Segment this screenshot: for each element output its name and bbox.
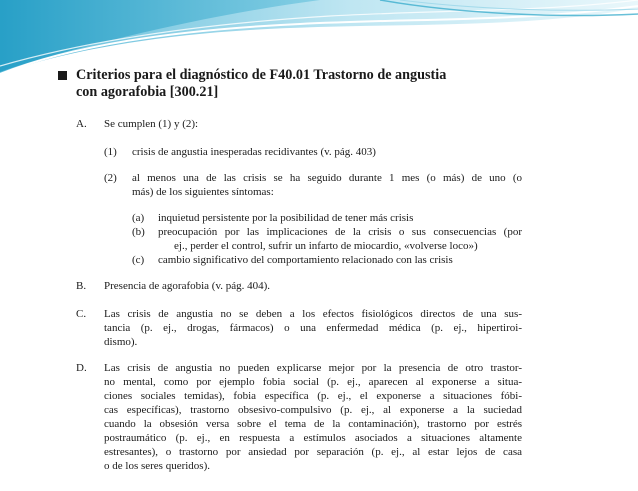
item-2-line-2: más) de los siguientes síntomas: [132,186,274,198]
item-2-line-1: al menos una de las crisis se ha seguido durante 1 mes (o más) de uno (o [132,172,522,184]
sub-item-b-line-2: ej., perder el control, sufrir un infarto de miocardio, «volverse loco») [174,240,478,252]
criterion-d-line-4: cas específicas), trastorno obsesivo-compulsivo (p. ej., al exponerse a la suciedad [104,404,522,416]
item-1-label: (1) [104,146,117,158]
document-page [58,67,536,477]
item-2-label: (2) [104,172,117,184]
sub-item-c-text: cambio significativo del comportamiento relacionado con las crisis [158,254,453,266]
criterion-a-label: A. [76,118,87,130]
square-bullet-icon [58,71,67,80]
item-1-text: crisis de angustia inesperadas recidivantes (v. pág. 403) [132,146,376,158]
criterion-d-line-1: Las crisis de angustia no pueden explicarse mejor por la presencia de otro trastor- [104,362,522,374]
criterion-d-line-7: estresantes), o trastorno por ansiedad por separación (p. ej., al estar lejos de casa [104,446,522,458]
criterion-d-label: D. [76,362,87,374]
sub-item-c-label: (c) [132,254,145,266]
sub-item-a-label: (a) [132,212,145,224]
sub-item-a-text: inquietud persistente por la posibilidad de tener más crisis [158,212,414,224]
criterion-c-line-3: dismo). [104,336,138,348]
criterion-d-line-3: ciones sociales temidas), fobia específica (p. ej., el exponerse a situaciones fóbi- [104,390,522,402]
criterion-b-text: Presencia de agorafobia (v. pág. 404). [104,280,271,292]
criterion-c-line-2: tancia (p. ej., drogas, fármacos) o una enfermedad médica (p. ej., hipertiroi- [104,322,522,334]
criterion-b-label: B. [76,280,87,292]
sub-item-b-line-1: preocupación por las implicaciones de la crisis o sus consecuencias (por [158,226,522,238]
title-line-1: Criterios para el diagnóstico de F40.01 Trastorno de angustia [76,67,447,83]
criterion-d-line-5: cuando la obsesión versa sobre el tema de la contaminación), trastorno por estrés [104,418,522,430]
criterion-d-line-2: no mental, como por ejemplo fobia social (p. ej., aparecen al exponerse a situa- [104,376,522,388]
criterion-c-label: C. [76,308,87,320]
title-line-2: con agorafobia [300.21] [76,84,219,100]
criterion-d-line-6: postraumático (p. ej., en respuesta a estímulos asociados a situaciones altamente [104,432,522,444]
page-title [76,67,536,101]
criterion-c-line-1: Las crisis de angustia no se deben a los efectos fisiológicos directos de una sus- [104,308,522,320]
sub-item-b-label: (b) [132,226,145,238]
criterion-a-text: Se cumplen (1) y (2): [104,118,199,130]
criterion-d-line-8: o de los seres queridos). [104,460,211,472]
